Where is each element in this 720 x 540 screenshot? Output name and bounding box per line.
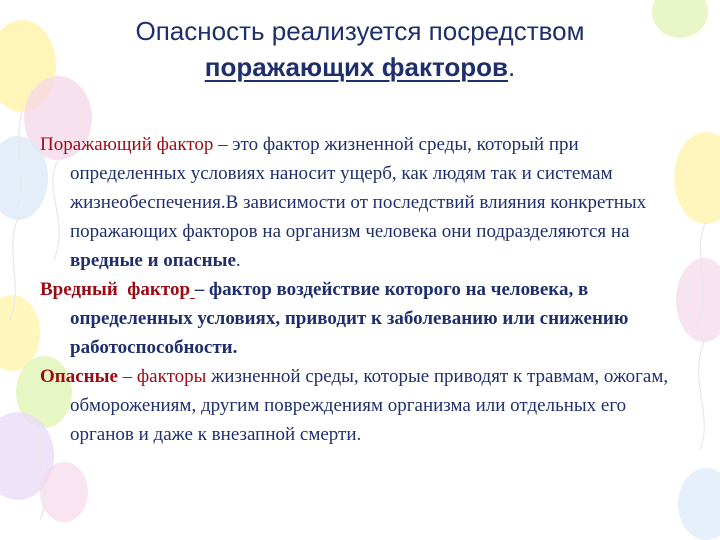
title-period: . xyxy=(507,52,516,82)
definition-paragraph-damaging-factor xyxy=(40,130,685,275)
dangerous-factors-ending: . xyxy=(356,424,362,445)
title-line-2 xyxy=(205,50,515,84)
harmful-factor-term-part-1: Вредный xyxy=(40,279,118,300)
definitions-content xyxy=(40,130,685,449)
dangerous-factors-definition: жизненной среды, которые приводят к травмам, ожогам, обморожениям, другим повреждениям организма или отдельных его органов и даже к внезапной смерти xyxy=(70,366,669,445)
harmful-and-dangerous-emphasis: вредные и опасные xyxy=(70,250,236,271)
title-emphasis: поражающих факторов xyxy=(204,52,508,82)
harmful-factor-term-part-2: фактор xyxy=(127,279,191,300)
slide-title xyxy=(60,14,660,84)
title-line-1: Опасность реализуется посредством xyxy=(135,16,585,46)
damaging-factor-classification: В зависимости от последствий влияния конкретных поражающих факторов на организм человека они подразделяются на xyxy=(70,192,647,242)
damaging-factor-ending: . xyxy=(235,250,241,271)
dangerous-factors-term: Опасные xyxy=(40,366,118,387)
damaging-factor-definition: – это фактор жизненной среды, который при определенных условиях наносит ущерб, как людям так и системам жизнеобеспечения. xyxy=(70,134,613,213)
definition-paragraph-dangerous-factors xyxy=(40,362,685,449)
damaging-factor-term: Поражающий фактор xyxy=(40,134,214,155)
harmful-factor-definition: – фактор воздействие которого на человека, в определенных условиях, приводит к заболеванию или снижению работоспособности. xyxy=(70,279,629,358)
dangerous-factors-term-2: факторы xyxy=(136,366,207,387)
definition-paragraph-harmful-factor xyxy=(40,275,685,362)
dangerous-factors-dash: – xyxy=(117,366,137,387)
